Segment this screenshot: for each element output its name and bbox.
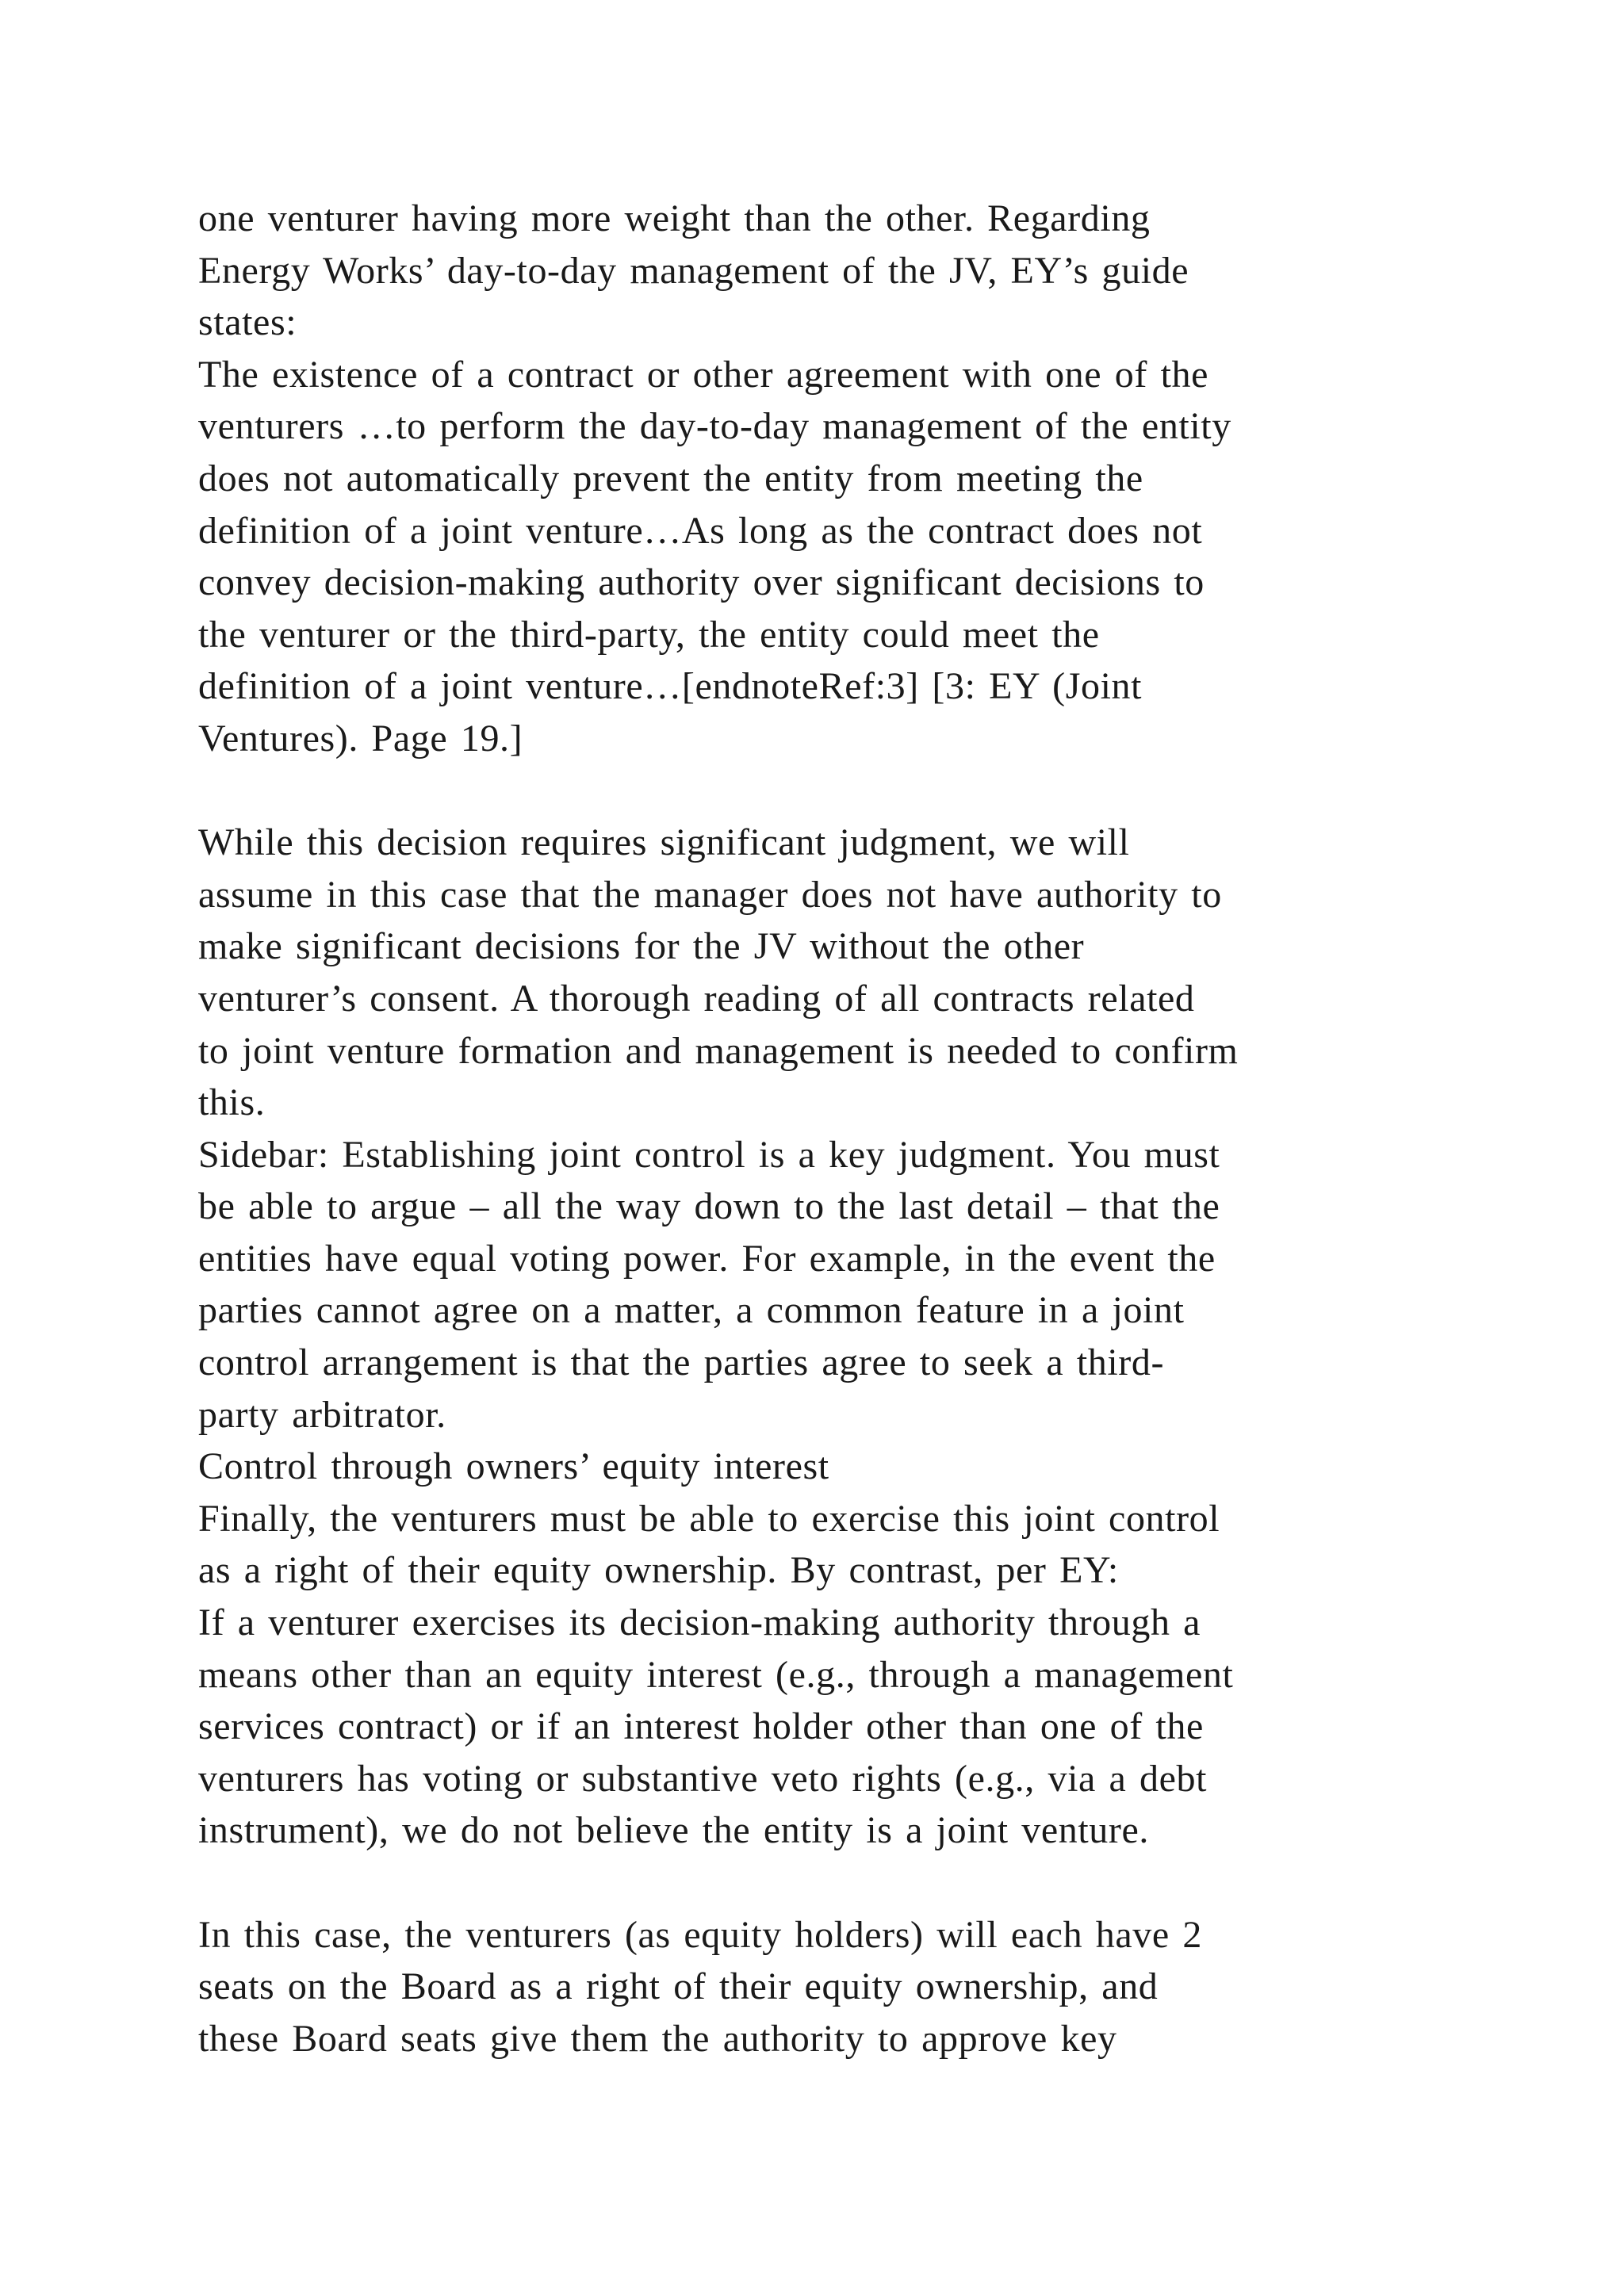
text-line: seats on the Board as a right of their equity ownership, and xyxy=(198,1965,1159,2008)
section-heading: Control through owners’ equity interest xyxy=(198,1445,829,1488)
text-line: Finally, the venturers must be able to exercise this joint control xyxy=(198,1497,1220,1540)
quote-line: The existence of a contract or other agreement with one of the xyxy=(198,353,1209,396)
quote-line: definition of a joint venture…[endnoteRef:3] [3: EY (Joint xyxy=(198,665,1143,708)
sidebar-line: entities have equal voting power. For example, in the event the xyxy=(198,1237,1216,1280)
quote-line: convey decision-making authority over significant decisions to xyxy=(198,561,1205,604)
quote-line: instrument), we do not believe the entity is a joint venture. xyxy=(198,1809,1149,1852)
paragraph-gap xyxy=(198,765,1435,817)
text-line: to joint venture formation and management is needed to confirm xyxy=(198,1029,1239,1072)
paragraph-gap xyxy=(198,1857,1435,1909)
text-line: assume in this case that the manager does not have authority to xyxy=(198,873,1222,916)
quote-line: If a venturer exercises its decision-making authority through a xyxy=(198,1601,1201,1644)
text-line: these Board seats give them the authority to approve key xyxy=(198,2017,1117,2060)
sidebar-line: Sidebar: Establishing joint control is a key judgment. You must xyxy=(198,1133,1220,1176)
text-line: venturer’s consent. A thorough reading of all contracts related xyxy=(198,977,1195,1020)
text-line: as a right of their equity ownership. By contrast, per EY: xyxy=(198,1549,1119,1592)
quote-line: venturers has voting or substantive veto rights (e.g., via a debt xyxy=(198,1757,1208,1800)
text-line: make significant decisions for the JV without the other xyxy=(198,925,1085,968)
quote-line: definition of a joint venture…As long as the contract does not xyxy=(198,509,1203,552)
text-line: Energy Works’ day-to-day management of the JV, EY’s guide xyxy=(198,249,1189,292)
text-line: While this decision requires significant judgment, we will xyxy=(198,821,1130,864)
text-line: In this case, the venturers (as equity holders) will each have 2 xyxy=(198,1913,1202,1956)
text-line: this. xyxy=(198,1081,266,1124)
quote-line: venturers …to perform the day-to-day management of the entity xyxy=(198,405,1231,448)
quote-line: the venturer or the third-party, the entity could meet the xyxy=(198,613,1100,656)
quote-line: services contract) or if an interest holder other than one of the xyxy=(198,1705,1204,1748)
sidebar-line: parties cannot agree on a matter, a common feature in a joint xyxy=(198,1289,1185,1332)
text-line: states: xyxy=(198,301,297,344)
quote-line: means other than an equity interest (e.g., through a management xyxy=(198,1653,1234,1696)
sidebar-line: party arbitrator. xyxy=(198,1393,446,1436)
text-line: one venturer having more weight than the other. Regarding xyxy=(198,197,1151,239)
document-body xyxy=(198,193,1435,2064)
sidebar-line: be able to argue – all the way down to the last detail – that the xyxy=(198,1185,1220,1228)
sidebar-line: control arrangement is that the parties agree to seek a third- xyxy=(198,1341,1165,1384)
quote-line: Ventures). Page 19.] xyxy=(198,717,523,760)
quote-line: does not automatically prevent the entity from meeting the xyxy=(198,457,1143,499)
